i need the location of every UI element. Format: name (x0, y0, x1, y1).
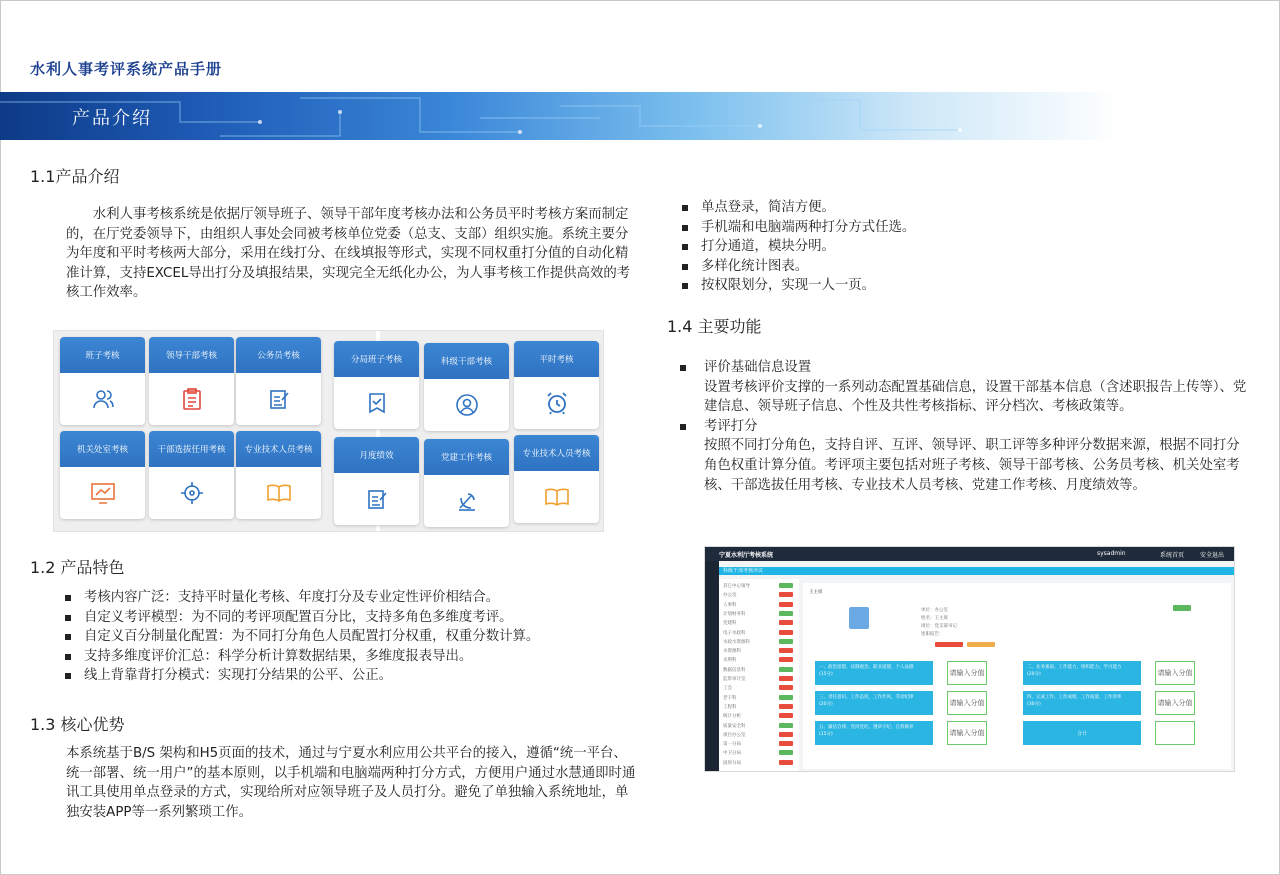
tile-label: 分局班子考核 (334, 341, 419, 377)
app-nav-item[interactable] (723, 639, 795, 645)
tile-label: 科级干部考核 (424, 343, 509, 379)
status-badge (779, 611, 793, 616)
status-badge (779, 723, 793, 728)
criterion-text: 二、业务素质、工作能力、组织能力、学习能力 (1027, 665, 1122, 670)
app-nav-label: 其它中心领导 (723, 584, 750, 589)
edit-doc-icon (334, 473, 419, 525)
app-nav-item[interactable] (723, 676, 795, 682)
back-button[interactable] (1173, 605, 1191, 611)
status-badge (779, 639, 793, 644)
feature-item: 支持多维度评价汇总：科学分析计算数据结果，多维度报表导出。 (60, 647, 539, 667)
app-nav-item[interactable] (723, 704, 795, 710)
app-nav-item[interactable] (723, 667, 795, 673)
criterion-weight: (15分) (819, 672, 833, 677)
app-nav-item[interactable] (723, 685, 795, 691)
info-line: 岗位：党支部书记 (921, 624, 957, 629)
tile-label: 领导干部考核 (149, 337, 234, 373)
tile-label: 月度绩效 (334, 437, 419, 473)
status-badge (779, 704, 793, 709)
party-emblem-icon (424, 475, 509, 527)
tile-label: 专业技术人员考核 (236, 431, 321, 467)
criterion-weight: (20分) (819, 702, 833, 707)
tile-zhuanye-2[interactable] (514, 435, 599, 523)
criterion-text: 五、廉洁自律、党风党纪、遵章守纪、自我修养 (819, 725, 914, 730)
status-badge (779, 732, 793, 737)
app-nav-label: 电子水政科 (723, 630, 746, 636)
app-topbar (705, 547, 1234, 561)
app-nav-item[interactable] (723, 620, 795, 626)
function-item (680, 417, 1250, 495)
app-nav-label: 水利科 (723, 658, 737, 664)
tile-zhuanye[interactable] (236, 431, 321, 519)
tile-label: 公务员考核 (236, 337, 321, 373)
app-nav-label: 计划财务科 (723, 611, 746, 617)
book-icon (236, 467, 321, 519)
app-nav-label: 办公室 (723, 593, 737, 599)
advantages-paragraph: 本系统基于B/S 架构和H5页面的技术，通过与宁夏水利应用公共平台的接入，遵循“统一平台、统一部署、统一用户”的基本原则，以手机端和电脑端两种打分方式，方便用户通过水慧通即时通讯工具使用单点登录的方式，实现给所对应领导班子及人员打分。避免了单独输入系统地址，单独安装APP等一系列繁琐工作。 (66, 746, 636, 820)
app-nav-label: 统计分析 (723, 714, 741, 720)
function-desc: 按照不同打分角色，支持自评、互评、领导评、职工评等多种评分数据来源，根据不同打分角色权重计算分值。考评项主要包括对班子考核、领导干部考核、公务员考核、机关处室考核、干部选拔任用考核、专业技术人员考核、党建工作考核、月度绩效等。 (704, 438, 1240, 493)
app-nav-item[interactable] (723, 611, 795, 617)
app-nav-panel (719, 579, 799, 772)
module-grid-screenshot (53, 330, 604, 532)
criterion-2 (1023, 661, 1141, 685)
tile-label: 专业技术人员考核 (514, 435, 599, 471)
app-main-panel (803, 583, 1231, 769)
score-input[interactable]: 请输入分值 (1155, 661, 1195, 685)
heading-advantages: 1.3 核心优势 (30, 715, 125, 734)
tile-gongwuyuan[interactable] (236, 337, 321, 425)
app-logout-link[interactable]: 安全退出 (1200, 552, 1225, 559)
function-title: 考评打分 (704, 418, 758, 434)
total-cell: 合计 (1023, 721, 1141, 745)
function-desc: 设置考核评价支撑的一系列动态配置基础信息，设置干部基本信息（含述职报告上传等）、党建信息、领导班子信息、个性及共性考核指标、评分档次、考核政策等。 (704, 379, 1247, 415)
app-home-link[interactable]: 系统首页 (1160, 552, 1185, 559)
app-brand: 宁夏水利厅考核系统 (719, 552, 774, 559)
intro-paragraph: 水利人事考核系统是依据厅领导班子、领导干部年度考核办法和公务员平时考核方案而制定的，在厅党委领导下，由组织人事处会同被考核单位党委（总支、支部）组织实施。系统主要分为年度和平时考核两大部分，采用在线打分、在线填报等形式，实现不同权重打分值的自动化精准计算，支持EXCEL导出打分及填报结果，实现完全无纸化办公，为人事考核工作提供高效的考核工作效率。 (66, 207, 631, 300)
app-nav-item[interactable] (723, 602, 795, 608)
criterion-text: 一、政治思想、法制观念、职业道德、个人品德 (819, 665, 914, 670)
features-list (60, 588, 539, 686)
criterion-weight: (20分) (1027, 672, 1041, 677)
app-nav-item[interactable] (723, 741, 795, 747)
tile-lingdao[interactable] (149, 337, 234, 425)
info-line: 单位：办公室 (921, 608, 948, 613)
feature-item: 线上背靠背打分模式：实现打分结果的公平、公正。 (60, 666, 539, 686)
status-badge (779, 657, 793, 662)
app-nav-item[interactable] (723, 630, 795, 636)
people-icon (60, 373, 145, 425)
screen-chart-icon (60, 467, 145, 519)
status-badge (779, 667, 793, 672)
doc-title: 水利人事考评系统产品手册 (30, 60, 223, 78)
status-badge (779, 583, 793, 588)
clipboard-icon (149, 373, 234, 425)
edit-doc-icon (236, 373, 321, 425)
app-nav-label: 项目办公室 (723, 732, 746, 738)
criterion-text: 三、责任意识、工作态度、工作作风、劳动纪律 (819, 695, 914, 700)
criterion-3 (815, 691, 933, 715)
tile-keji[interactable] (424, 343, 509, 431)
app-nav-label: 人事科 (723, 602, 737, 608)
app-screenshot (704, 546, 1235, 772)
status-badge (779, 592, 793, 597)
criterion-weight: (15分) (819, 732, 833, 737)
app-nav-item[interactable] (723, 750, 795, 756)
banner-title: 产品介绍 (72, 108, 152, 129)
functions-list (680, 358, 1250, 495)
app-nav-label: 水政水资源科 (723, 639, 750, 645)
app-nav-item[interactable] (723, 732, 795, 738)
heading-intro: 1.1产品介绍 (30, 167, 120, 186)
advantages-list (677, 198, 915, 296)
app-nav-item[interactable] (723, 723, 795, 729)
tile-jiguan[interactable] (60, 431, 145, 519)
app-nav-label: 工程科 (723, 704, 737, 710)
status-badge (779, 750, 793, 755)
criterion-weight: (30分) (1027, 702, 1041, 707)
function-title: 评价基础信息设置 (704, 360, 812, 375)
function-item (680, 358, 1250, 417)
app-nav-label: 数据信息科 (723, 667, 746, 673)
user-circle-icon (424, 379, 509, 431)
avatar (849, 607, 869, 629)
advantage-item: 单点登录，简洁方便。 (677, 198, 915, 218)
app-nav-item[interactable] (723, 713, 795, 719)
advantage-item: 手机端和电脑端两种打分方式任选。 (677, 218, 915, 238)
status-badge (779, 685, 793, 690)
feature-item: 考核内容广泛：支持平时量化考核、年度打分及专业定性评价相结合。 (60, 588, 539, 608)
check-doc-icon (334, 377, 419, 429)
status-badge (779, 760, 793, 765)
app-nav-label: 质量安全科 (723, 723, 746, 729)
total-score (1155, 721, 1195, 745)
app-nav-item[interactable] (723, 657, 795, 663)
app-nav-label: 党建科 (723, 621, 737, 627)
tile-label: 机关处室考核 (60, 431, 145, 467)
report-tag[interactable] (967, 642, 995, 647)
tile-banzi[interactable] (60, 337, 145, 425)
advantage-item: 多样化统计图表。 (677, 257, 915, 277)
book-icon (514, 471, 599, 523)
app-nav-label: 工会 (723, 686, 732, 692)
app-nav-item[interactable] (723, 648, 795, 654)
tile-yuedu[interactable] (334, 437, 419, 525)
app-nav-item[interactable] (723, 592, 795, 598)
feature-item: 自定义百分制量化配置：为不同打分角色人员配置打分权重，权重分数计算。 (60, 627, 539, 647)
app-nav-label: 固原分局 (723, 760, 741, 766)
feature-item: 自定义考评模型：为不同的考评项配置百分比，支持多角色多维度考评。 (60, 608, 539, 628)
info-line: 述职报告： (921, 632, 944, 637)
app-nav-item[interactable] (723, 760, 795, 766)
status-badge (779, 620, 793, 625)
app-tab[interactable]: 王主席 (809, 590, 823, 595)
criterion-4 (1023, 691, 1141, 715)
tile-dangjian[interactable] (424, 439, 509, 527)
score-input[interactable]: 请输入分值 (947, 661, 987, 685)
app-nav-label: 中卫分局 (723, 751, 741, 757)
status-badge (779, 648, 793, 653)
alarm-clock-icon (514, 377, 599, 429)
app-icon-sidebar (705, 561, 719, 772)
advantage-item: 按权限划分，实现一人一页。 (677, 276, 915, 296)
app-nav-item[interactable] (723, 695, 795, 701)
status-badge (779, 630, 793, 635)
heading-functions: 1.4 主要功能 (667, 317, 762, 336)
tile-pingshi[interactable] (514, 341, 599, 429)
app-nav-label: 监察审计室 (723, 677, 746, 682)
app-nav-label: 水资源科 (723, 649, 741, 655)
score-input[interactable]: 请输入分值 (1155, 691, 1195, 715)
status-badge (779, 602, 793, 607)
app-nav-label: 第一分局 (723, 742, 741, 748)
status-badge (779, 713, 793, 718)
status-badge (779, 695, 793, 700)
tile-label: 平时考核 (514, 341, 599, 377)
report-tag[interactable] (935, 642, 963, 647)
section-banner (0, 92, 1120, 140)
tile-fenju[interactable] (334, 341, 419, 429)
criterion-text: 四、完成工作、工作成绩、工作质量、工作效率 (1027, 695, 1122, 700)
target-icon (149, 467, 234, 519)
tile-xuanba[interactable] (149, 431, 234, 519)
status-badge (779, 676, 793, 681)
tile-label: 班子考核 (60, 337, 145, 373)
heading-features: 1.2 产品特色 (30, 558, 125, 577)
advantage-item: 打分通道，模块分明。 (677, 237, 915, 257)
score-input[interactable]: 请输入分值 (947, 691, 987, 715)
score-input[interactable]: 请输入分值 (947, 721, 987, 745)
criterion-5 (815, 721, 933, 745)
app-nav-label: 老干科 (723, 695, 737, 701)
app-subbar: 科级干部考核评议 (719, 567, 1235, 575)
app-user[interactable]: sysadmin (1097, 550, 1126, 557)
tile-label: 干部选拔任用考核 (149, 431, 234, 467)
app-nav-item[interactable] (723, 583, 795, 589)
circuit-pattern (0, 92, 1120, 140)
criterion-1 (815, 661, 933, 685)
status-badge (779, 741, 793, 746)
info-line: 姓名：王主席 (921, 616, 948, 621)
tile-label: 党建工作考核 (424, 439, 509, 475)
